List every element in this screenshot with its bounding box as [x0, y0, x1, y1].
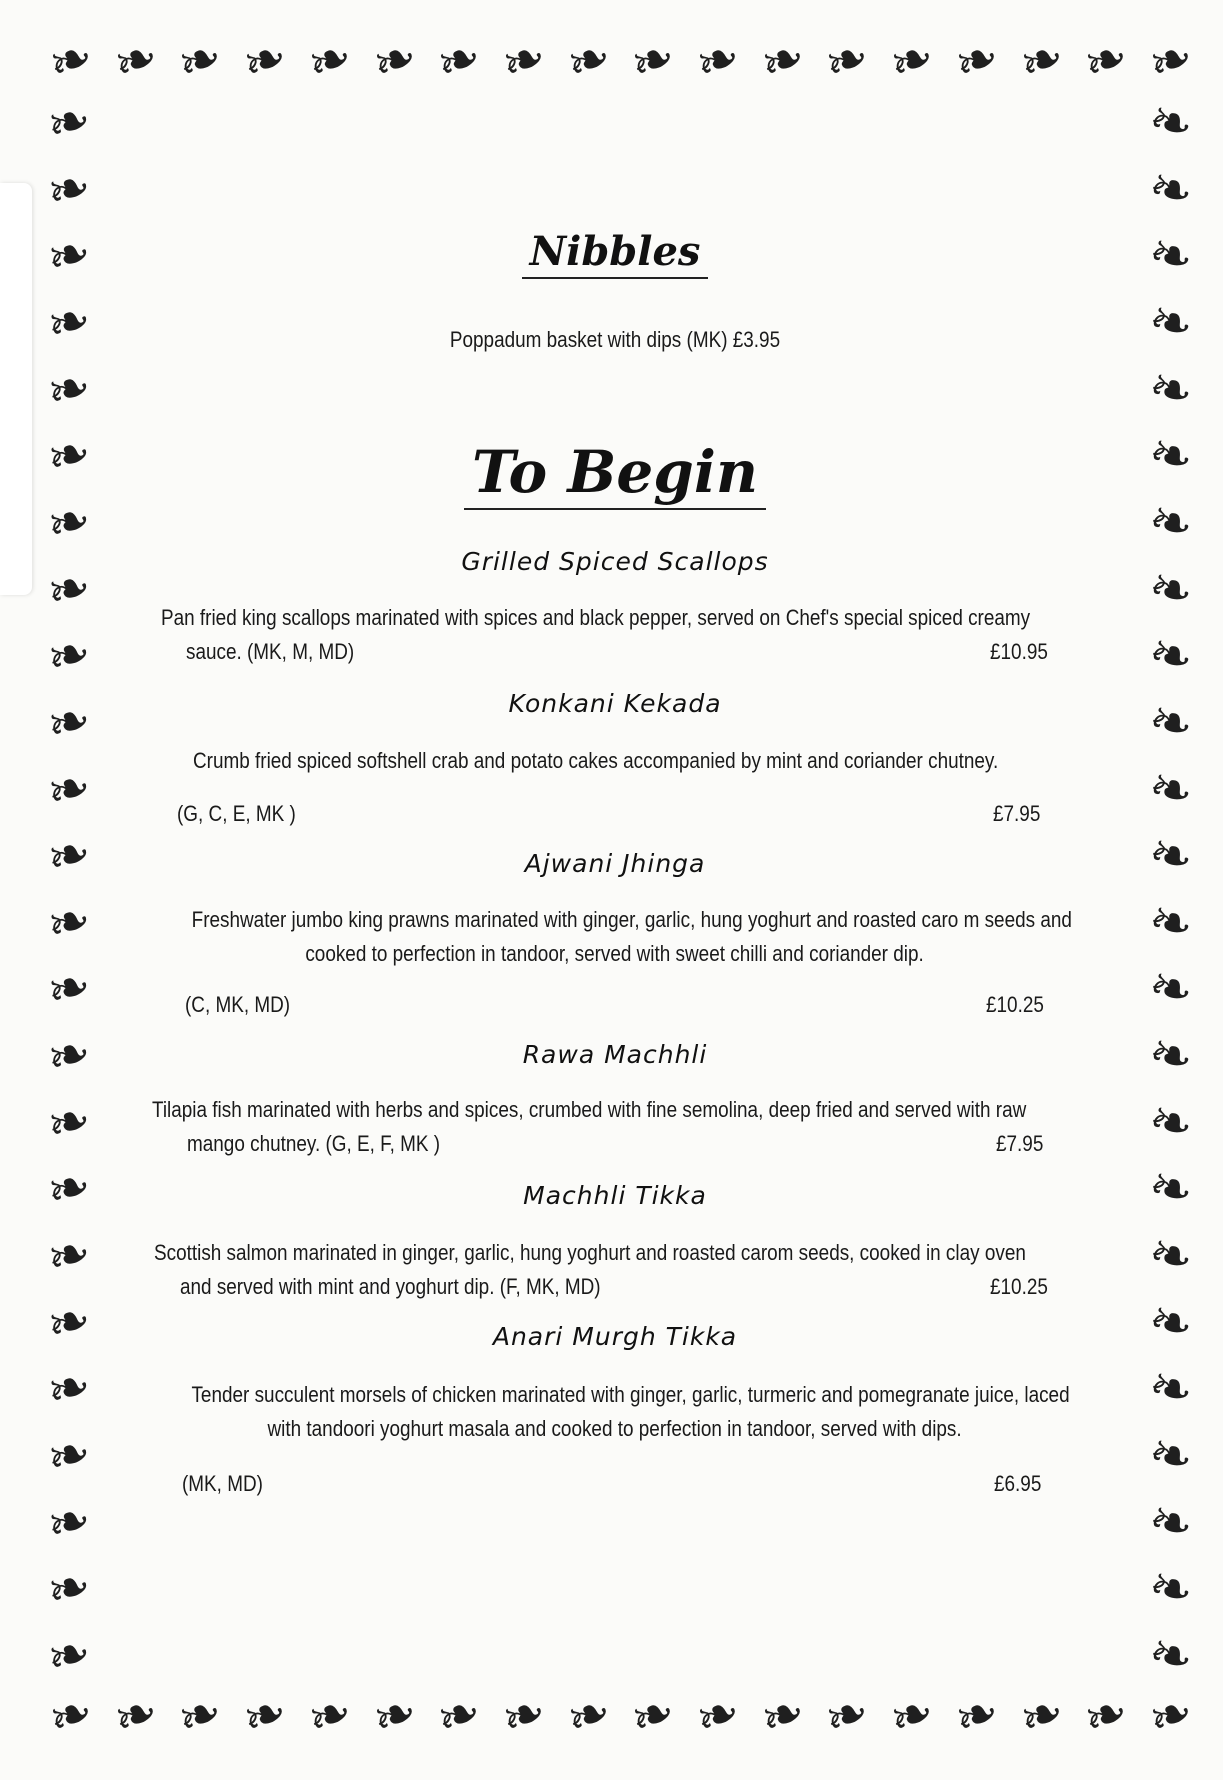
- dish-price: £10.95: [990, 639, 1048, 664]
- maple-leaf-icon: ❧: [40, 1088, 98, 1158]
- maple-leaf-icon: ❧: [1142, 88, 1200, 158]
- maple-leaf-icon: ❧: [299, 25, 361, 97]
- maple-leaf-icon: ❧: [1075, 1680, 1138, 1752]
- maple-leaf-icon: ❧: [1142, 1621, 1200, 1691]
- maple-leaf-icon: ❧: [428, 25, 490, 97]
- maple-leaf-icon: ❧: [169, 25, 232, 97]
- maple-leaf-icon: ❧: [40, 488, 98, 558]
- maple-leaf-icon: ❧: [299, 1680, 361, 1752]
- maple-leaf-icon: ❧: [234, 25, 296, 97]
- maple-leaf-icon: ❧: [1142, 754, 1200, 825]
- maple-leaf-icon: ❧: [881, 1680, 943, 1752]
- nibbles-heading: Nibbles: [120, 228, 1110, 279]
- maple-leaf-icon: ❧: [428, 1680, 490, 1752]
- dish-price: £10.25: [990, 1274, 1048, 1299]
- maple-leaf-icon: ❧: [1142, 688, 1200, 758]
- maple-leaf-icon: ❧: [40, 1488, 98, 1558]
- maple-leaf-icon: ❧: [40, 88, 98, 158]
- dish-allergens: (C, MK, MD): [185, 992, 291, 1017]
- maple-leaf-icon: ❧: [40, 288, 98, 358]
- maple-leaf-icon: ❧: [881, 25, 943, 97]
- maple-leaf-icon: ❧: [1140, 25, 1202, 97]
- maple-leaf-icon: ❧: [1010, 1680, 1073, 1752]
- dish-description: Tender succulent morsels of chicken marinated with ginger, garlic, turmeric and pomegranate juice, laced: [191, 1382, 1070, 1407]
- maple-leaf-icon: ❧: [40, 1680, 102, 1752]
- maple-leaf-icon: ❧: [1142, 888, 1200, 958]
- maple-leaf-icon: ❧: [40, 888, 98, 958]
- maple-leaf-icon: ❧: [40, 1221, 98, 1291]
- dish-description: Crumb fried spiced softshell crab and potato cakes accompanied by mint and coriander chutney.: [193, 748, 999, 773]
- maple-leaf-icon: ❧: [493, 25, 555, 97]
- maple-leaf-icon: ❧: [1142, 1088, 1200, 1158]
- dish-title: Ajwani Jhinga: [524, 849, 706, 878]
- maple-leaf-icon: ❧: [816, 25, 879, 97]
- maple-leaf-icon: ❧: [234, 1680, 296, 1752]
- maple-leaf-icon: ❧: [169, 1680, 232, 1752]
- maple-leaf-icon: ❧: [40, 621, 98, 691]
- scrollbar-tab[interactable]: [0, 183, 32, 595]
- maple-leaf-icon: ❧: [687, 1680, 749, 1752]
- maple-leaf-icon: ❧: [1142, 1221, 1200, 1291]
- maple-leaf-icon: ❧: [687, 25, 749, 97]
- maple-leaf-icon: ❧: [493, 1680, 555, 1752]
- maple-leaf-icon: ❧: [104, 1680, 167, 1752]
- maple-leaf-icon: ❧: [40, 1021, 98, 1091]
- dish-description: Scottish salmon marinated in ginger, garlic, hung yoghurt and roasted carom seeds, cooked in clay oven: [154, 1240, 1026, 1265]
- maple-leaf-icon: ❧: [1142, 421, 1200, 491]
- maple-leaf-icon: ❧: [40, 1421, 98, 1491]
- maple-leaf-icon: ❧: [1142, 621, 1200, 691]
- dish-description: cooked to perfection in tandoor, served with sweet chilli and coriander dip.: [305, 941, 925, 966]
- maple-leaf-icon: ❧: [1142, 954, 1200, 1025]
- maple-leaf-icon: ❧: [1142, 554, 1200, 625]
- maple-leaf-icon: ❧: [40, 354, 98, 425]
- maple-leaf-icon: ❧: [1142, 1354, 1200, 1425]
- maple-leaf-icon: ❧: [40, 421, 98, 491]
- maple-leaf-icon: ❧: [1142, 1421, 1200, 1491]
- maple-leaf-icon: ❧: [1010, 25, 1073, 97]
- maple-leaf-icon: ❧: [1075, 25, 1138, 97]
- maple-leaf-icon: ❧: [946, 1680, 1008, 1752]
- maple-leaf-icon: ❧: [40, 1154, 98, 1225]
- dish-allergens: (G, C, E, MK ): [177, 801, 296, 826]
- maple-leaf-icon: ❧: [363, 25, 426, 97]
- maple-leaf-icon: ❧: [40, 688, 98, 758]
- maple-leaf-icon: ❧: [40, 1288, 98, 1358]
- dish-description: Tilapia fish marinated with herbs and spices, crumbed with fine semolina, deep fried and served with raw: [152, 1097, 1027, 1122]
- dish-description: mango chutney. (G, E, F, MK ): [187, 1131, 441, 1156]
- to-begin-heading: To Begin: [120, 438, 1110, 510]
- dish-price: £6.95: [994, 1471, 1042, 1496]
- dish-description: Freshwater jumbo king prawns marinated with ginger, garlic, hung yoghurt and roasted caro m seeds and: [191, 907, 1072, 932]
- maple-leaf-icon: ❧: [1142, 288, 1200, 358]
- maple-leaf-icon: ❧: [40, 25, 102, 97]
- maple-leaf-icon: ❧: [40, 1354, 98, 1425]
- dish-allergens: (MK, MD): [182, 1471, 263, 1496]
- dish-title: Machhli Tikka: [523, 1181, 707, 1210]
- maple-leaf-icon: ❧: [1142, 821, 1200, 891]
- maple-leaf-icon: ❧: [1142, 1288, 1200, 1358]
- maple-leaf-icon: ❧: [622, 1680, 685, 1752]
- maple-leaf-icon: ❧: [40, 221, 98, 291]
- dish-title: Konkani Kekada: [508, 689, 722, 718]
- dish-price: £7.95: [996, 1131, 1044, 1156]
- dish-price: £7.95: [993, 801, 1041, 826]
- dish-description: and served with mint and yoghurt dip. (F, MK, MD): [180, 1274, 601, 1299]
- dish-price: £10.25: [986, 992, 1044, 1017]
- menu-content: [120, 0, 1110, 1780]
- maple-leaf-icon: ❧: [1142, 221, 1200, 291]
- maple-leaf-icon: ❧: [946, 25, 1008, 97]
- maple-leaf-icon: ❧: [40, 554, 98, 625]
- maple-leaf-icon: ❧: [816, 1680, 879, 1752]
- maple-leaf-icon: ❧: [363, 1680, 426, 1752]
- dish-title: Grilled Spiced Scallops: [461, 547, 769, 576]
- maple-leaf-icon: ❧: [622, 25, 685, 97]
- dish-description: sauce. (MK, M, MD): [186, 639, 355, 664]
- maple-leaf-icon: ❧: [40, 1554, 98, 1624]
- maple-leaf-icon: ❧: [40, 754, 98, 825]
- maple-leaf-icon: ❧: [1142, 488, 1200, 558]
- maple-leaf-icon: ❧: [40, 821, 98, 891]
- maple-leaf-icon: ❧: [1142, 1488, 1200, 1558]
- maple-leaf-icon: ❧: [40, 1621, 98, 1691]
- dish-description: with tandoori yoghurt masala and cooked to perfection in tandoor, served with dips.: [267, 1416, 963, 1441]
- maple-leaf-icon: ❧: [40, 954, 98, 1025]
- maple-leaf-icon: ❧: [1142, 1021, 1200, 1091]
- maple-leaf-icon: ❧: [752, 1680, 814, 1752]
- maple-leaf-icon: ❧: [1142, 155, 1200, 225]
- maple-leaf-icon: ❧: [1142, 354, 1200, 425]
- maple-leaf-icon: ❧: [557, 1680, 620, 1752]
- dish-title: Rawa Machhli: [522, 1040, 708, 1069]
- maple-leaf-icon: ❧: [557, 25, 620, 97]
- maple-leaf-icon: ❧: [752, 25, 814, 97]
- maple-leaf-icon: ❧: [40, 155, 98, 225]
- maple-leaf-icon: ❧: [104, 25, 167, 97]
- dish-title: Anari Murgh Tikka: [492, 1322, 738, 1351]
- maple-leaf-icon: ❧: [1142, 1554, 1200, 1624]
- maple-leaf-icon: ❧: [1142, 1154, 1200, 1225]
- maple-leaf-icon: ❧: [1140, 1680, 1202, 1752]
- nibbles-item: Poppadum basket with dips (MK) £3.95: [449, 327, 781, 352]
- dish-description: Pan fried king scallops marinated with spices and black pepper, served on Chef's special spiced creamy: [161, 605, 1031, 630]
